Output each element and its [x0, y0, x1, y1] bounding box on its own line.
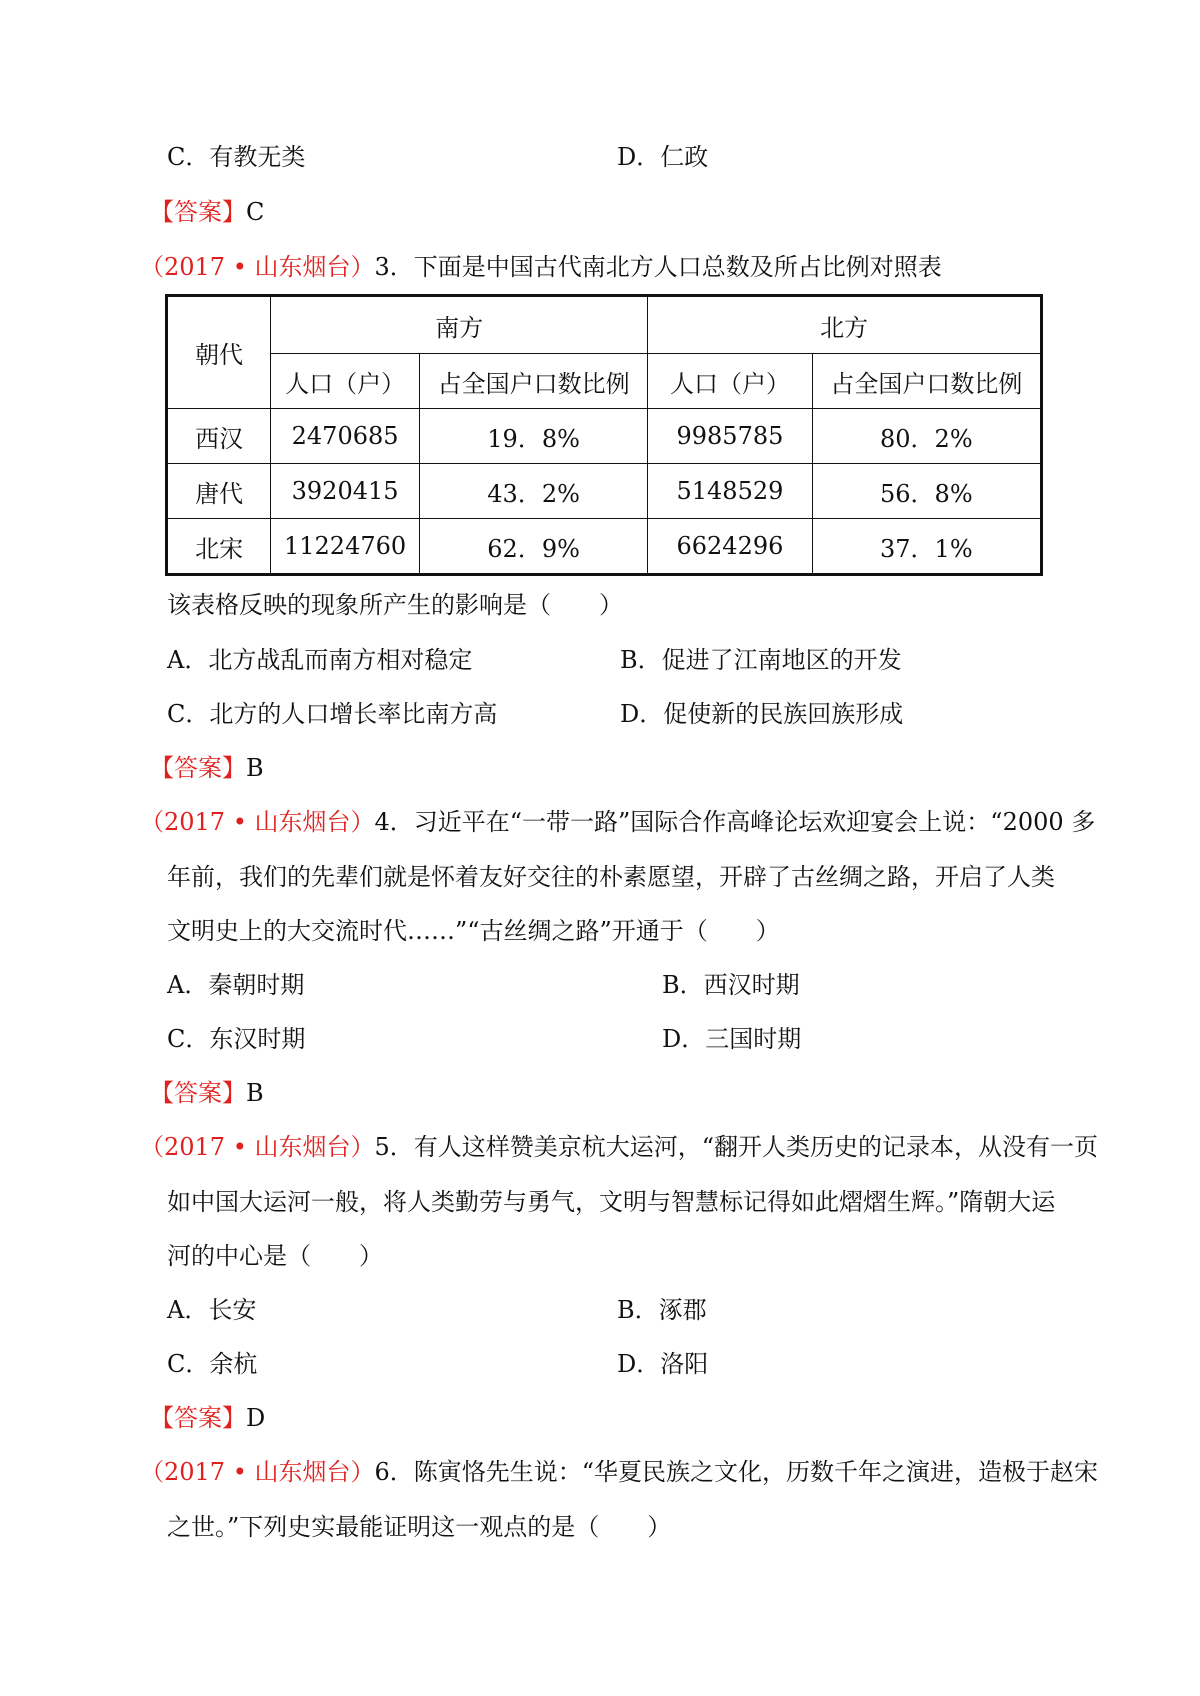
cell-dynasty: 唐代: [167, 464, 271, 519]
q5-option-c: C．余杭: [167, 1350, 258, 1378]
q3-question: 该表格反映的现象所产生的影响是（ ）: [167, 591, 623, 619]
header-north: 北方: [648, 296, 1042, 354]
cell-north-pop: 5148529: [648, 464, 812, 519]
q3-option-d: D．促使新的民族回族形成: [620, 700, 904, 728]
answer-label: 【答案】: [150, 754, 246, 782]
cell-north-pop: 9985785: [648, 409, 812, 464]
q5-option-a: A．长安: [167, 1296, 257, 1324]
question-source: （2017 • 山东烟台）: [140, 253, 375, 281]
answer-value: C: [246, 198, 265, 226]
table-row: [167, 409, 1042, 464]
q5-option-d: D．洛阳: [617, 1350, 709, 1378]
q6-line-1: [140, 1457, 1098, 1487]
cell-north-ratio: 56．8%: [812, 464, 1041, 519]
cell-south-ratio: 43．2%: [419, 464, 647, 519]
q3-stem: [140, 252, 942, 282]
header-south-pop: 人口（户）: [271, 354, 420, 409]
question-text: 3．下面是中国古代南北方人口总数及所占比例对照表: [374, 253, 942, 281]
answer-value: D: [246, 1404, 266, 1432]
q5-line-3: 河的中心是（ ）: [167, 1242, 383, 1270]
cell-south-ratio: 19．8%: [419, 409, 647, 464]
q4-line-1: [140, 807, 1095, 837]
q5-answer: [150, 1403, 265, 1433]
cell-south-pop: 2470685: [271, 409, 420, 464]
q4-answer: [150, 1078, 264, 1108]
answer-value: B: [246, 754, 264, 782]
answer-label: 【答案】: [150, 198, 246, 226]
table-row: [167, 519, 1042, 575]
q5-line-2: 如中国大运河一般，将人类勤劳与勇气，文明与智慧标记得如此熠熠生辉。”隋朝大运: [167, 1188, 1056, 1216]
q3-option-a: A．北方战乱而南方相对稳定: [167, 646, 473, 674]
question-text: 5．有人这样赞美京杭大运河，“翻开人类历史的记录本，从没有一页: [374, 1133, 1099, 1161]
q2-option-c: C．有教无类: [167, 143, 306, 171]
header-dynasty: 朝代: [167, 296, 271, 409]
answer-value: B: [246, 1079, 264, 1107]
q3-option-c: C．北方的人口增长率比南方高: [167, 700, 498, 728]
q2-option-d: D．仁政: [617, 143, 709, 171]
q4-option-a: A．秦朝时期: [167, 971, 305, 999]
q3-option-b: B．促进了江南地区的开发: [620, 646, 902, 674]
answer-label: 【答案】: [150, 1404, 246, 1432]
cell-south-pop: 3920415: [271, 464, 420, 519]
cell-dynasty: 西汉: [167, 409, 271, 464]
q3-answer: [150, 753, 264, 783]
answer-label: 【答案】: [150, 1079, 246, 1107]
question-source: （2017 • 山东烟台）: [140, 1458, 375, 1486]
q4-option-c: C．东汉时期: [167, 1025, 306, 1053]
q2-answer: [150, 197, 264, 227]
question-text: 6．陈寅恪先生说：“华夏民族之文化，历数千年之演进，造极于赵宋: [374, 1458, 1099, 1486]
cell-south-ratio: 62．9%: [419, 519, 647, 575]
q4-line-3: 文明史上的大交流时代……”“古丝绸之路”开通于（ ）: [167, 917, 780, 945]
cell-north-ratio: 37．1%: [812, 519, 1041, 575]
q6-line-2: 之世。”下列史实最能证明这一观点的是（ ）: [167, 1513, 672, 1541]
question-text: 4．习近平在“一带一路”国际合作高峰论坛欢迎宴会上说：“2000 多: [374, 808, 1096, 836]
q4-option-b: B．西汉时期: [662, 971, 800, 999]
header-south: 南方: [271, 296, 648, 354]
cell-dynasty: 北宋: [167, 519, 271, 575]
cell-north-pop: 6624296: [648, 519, 812, 575]
question-source: （2017 • 山东烟台）: [140, 808, 375, 836]
cell-south-pop: 11224760: [271, 519, 420, 575]
header-north-ratio: 占全国户口数比例: [812, 354, 1041, 409]
q4-option-d: D．三国时期: [662, 1025, 802, 1053]
cell-north-ratio: 80．2%: [812, 409, 1041, 464]
table-row: [167, 464, 1042, 519]
question-source: （2017 • 山东烟台）: [140, 1133, 375, 1161]
q5-option-b: B．涿郡: [617, 1296, 707, 1324]
q4-line-2: 年前，我们的先辈们就是怀着友好交往的朴素愿望，开辟了古丝绸之路，开启了人类: [167, 863, 1055, 891]
q5-line-1: [140, 1132, 1098, 1162]
population-table: [165, 294, 1043, 576]
header-north-pop: 人口（户）: [648, 354, 812, 409]
header-south-ratio: 占全国户口数比例: [419, 354, 647, 409]
